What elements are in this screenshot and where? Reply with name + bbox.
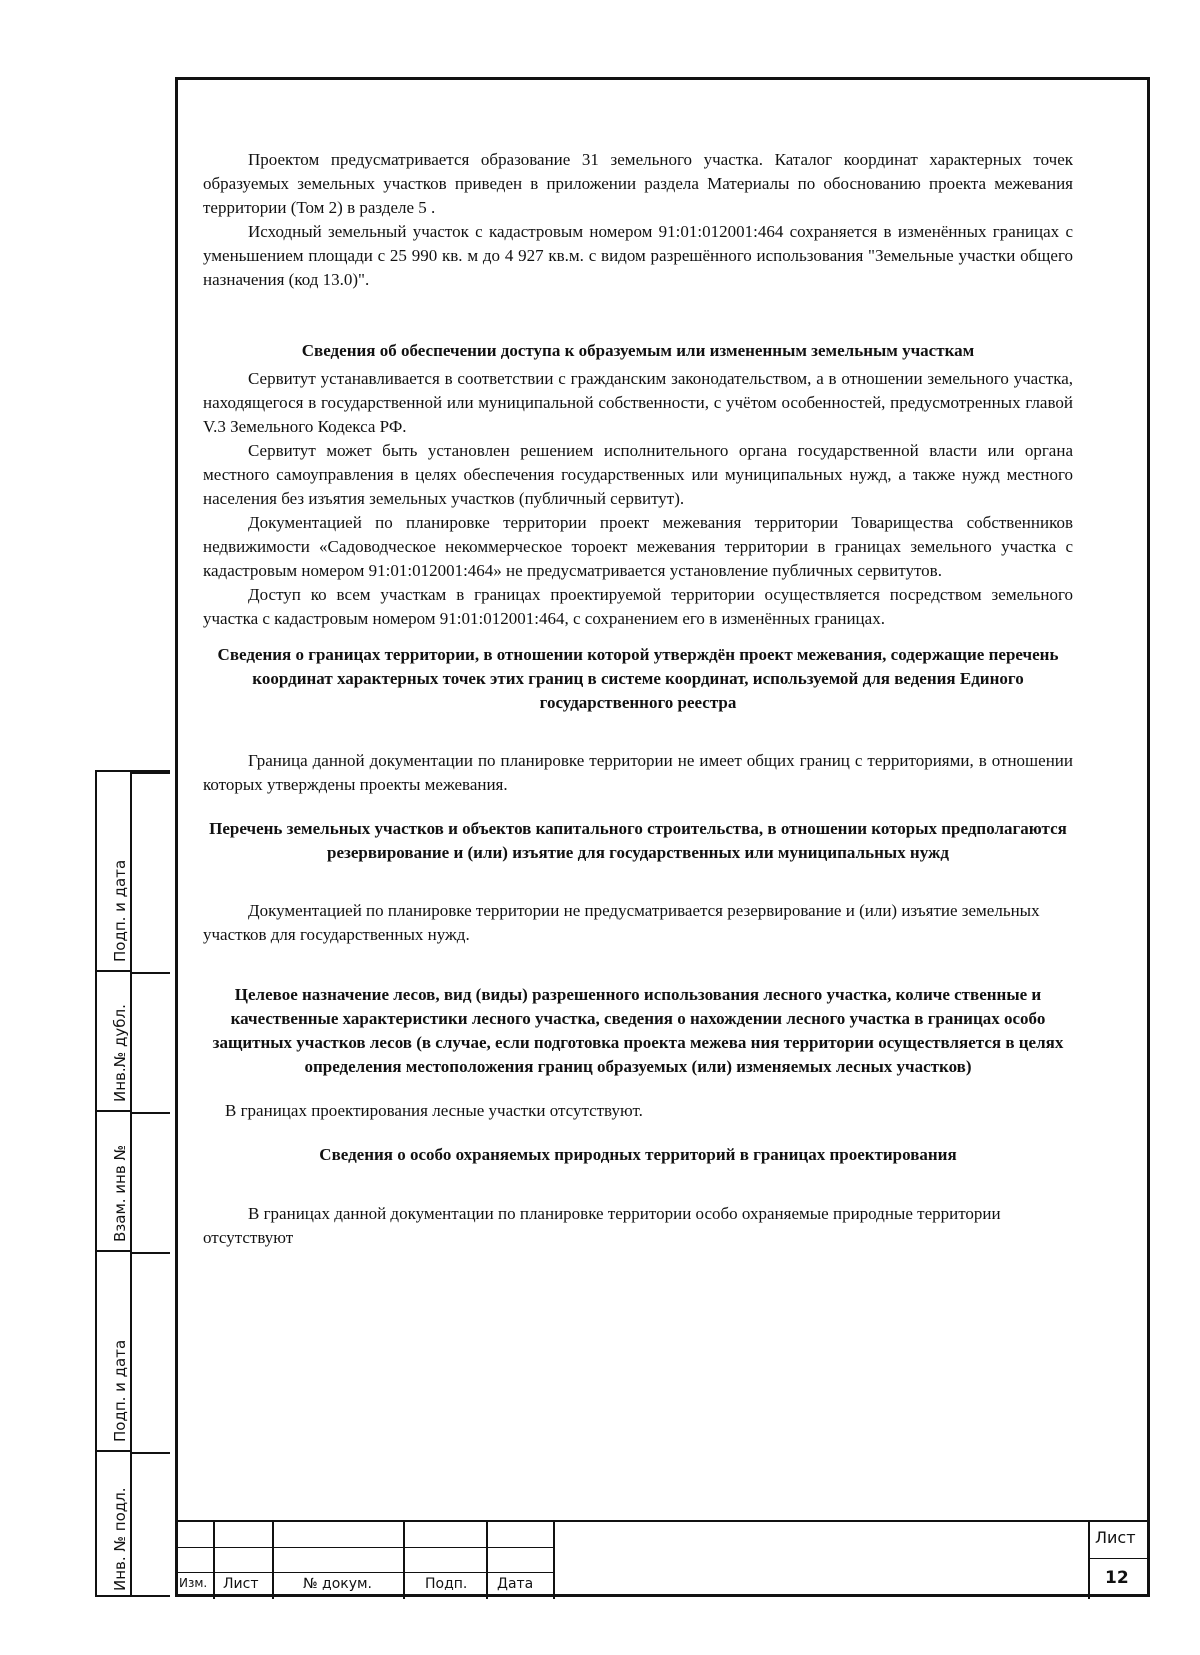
side-cell (97, 1452, 130, 1599)
stamp-label: Подп. (425, 1576, 468, 1592)
section-heading: Сведения об обеспечении доступа к образуемым или измененным земельным участкам (301, 341, 975, 360)
paragraph: Доступ ко всем участкам в границах проектируемой территории осуществляется посредством земельного участка с кадастровым номером 91:01:012001:464, с сохранением его в изменённых границах. (203, 585, 1073, 628)
paragraph: Документацией по планировке территории не предусматривается резервирование и (или) изъятие земельных участков для государственных нужд. (203, 901, 1040, 944)
paragraph: Исходный земельный участок с кадастровым номером 91:01:012001:464 сохраняется в изменённых границах с уменьшением площади с 25 990 кв. м до 4 927 кв.м. с видом разрешённого использования "Земельные участки общего назначения (код 13.0)". (203, 222, 1073, 289)
paragraph: В границах данной документации по планировке территории особо охраняемые природные территории отсутствуют (203, 1204, 1001, 1247)
side-label: Подп. и дата (111, 859, 129, 962)
sheet-label: Лист (1095, 1528, 1136, 1547)
side-cell (97, 1112, 130, 1252)
section-heading: Сведения о особо охраняемых природных территорий в границах проектирования (319, 1145, 957, 1164)
paragraph: Документацией по планировке территории проект межевания территории Товарищества собственников недвижимости «Садоводческое некоммерческое тороект межевания территории в границах земельного участка с кадастровым номером 91:01:012001:464» не предусматривается установление публичных сервитутов. (203, 513, 1073, 580)
side-label: Подп. и дата (111, 1339, 129, 1442)
section-heading: Сведения о границах территории, в отношении которой утверждён проект межевания, содержащие перечень координат характерных точек этих границ в системе координат, используемой для ведения Единого государственного реестра (217, 645, 1059, 712)
stamp-label: Дата (497, 1576, 534, 1592)
side-label: Инв.№ дубл. (111, 1004, 129, 1102)
side-stamp (95, 770, 170, 1597)
title-block (175, 1520, 1150, 1599)
stamp-label: Лист (223, 1576, 259, 1592)
side-label: Инв. № подл. (111, 1487, 129, 1591)
document-body (203, 148, 1073, 1250)
sheet-number: 12 (1105, 1568, 1129, 1588)
stamp-label: Изм. (179, 1576, 208, 1590)
paragraph: Проектом предусматривается образование 31 земельного участка. Каталог координат характерных точек образуемых земельных участков приведен в приложении раздела Материалы по обоснованию проекта межевания территории (Том 2) в разделе 5 . (203, 150, 1073, 217)
side-cell (97, 772, 130, 972)
paragraph: Сервитут может быть установлен решением исполнительного органа государственной власти или органа местного самоуправления в целях обеспечения государственных или муниципальных нужд, а также нужд местного населения без изъятия земельных участков (публичный сервитут). (203, 441, 1073, 508)
side-label: Взам. инв № (111, 1144, 129, 1242)
section-heading: Целевое назначение лесов, вид (виды) разрешенного использования лесного участка, количе ственные и качественные характеристики лесного участка, сведения о нахождении лесного участка в границах особо защитных участков лесов (в случае, если подготовка проекта межева ния территории осуществляется в целях определения местоположения границ образуемых (или) изменяемых лесных участков) (212, 985, 1064, 1076)
side-cell (97, 972, 130, 1112)
paragraph: В границах проектирования лесные участки отсутствуют. (225, 1101, 643, 1120)
side-cell (97, 1252, 130, 1452)
section-heading: Перечень земельных участков и объектов капитального строительства, в отношении которых предполагаются резервирование и (или) изъятие для государственных или муниципальных нужд (209, 819, 1067, 862)
paragraph: Граница данной документации по планировке территории не имеет общих границ с территориями, в отношении которых утверждены проекты межевания. (203, 751, 1073, 794)
paragraph: Сервитут устанавливается в соответствии с гражданским законодательством, а в отношении земельного участка, находящегося в государственной или муниципальной собственности, с учётом особенностей, предусмотренных главой V.3 Земельного Кодекса РФ. (203, 369, 1073, 436)
stamp-label: № докум. (303, 1576, 373, 1592)
